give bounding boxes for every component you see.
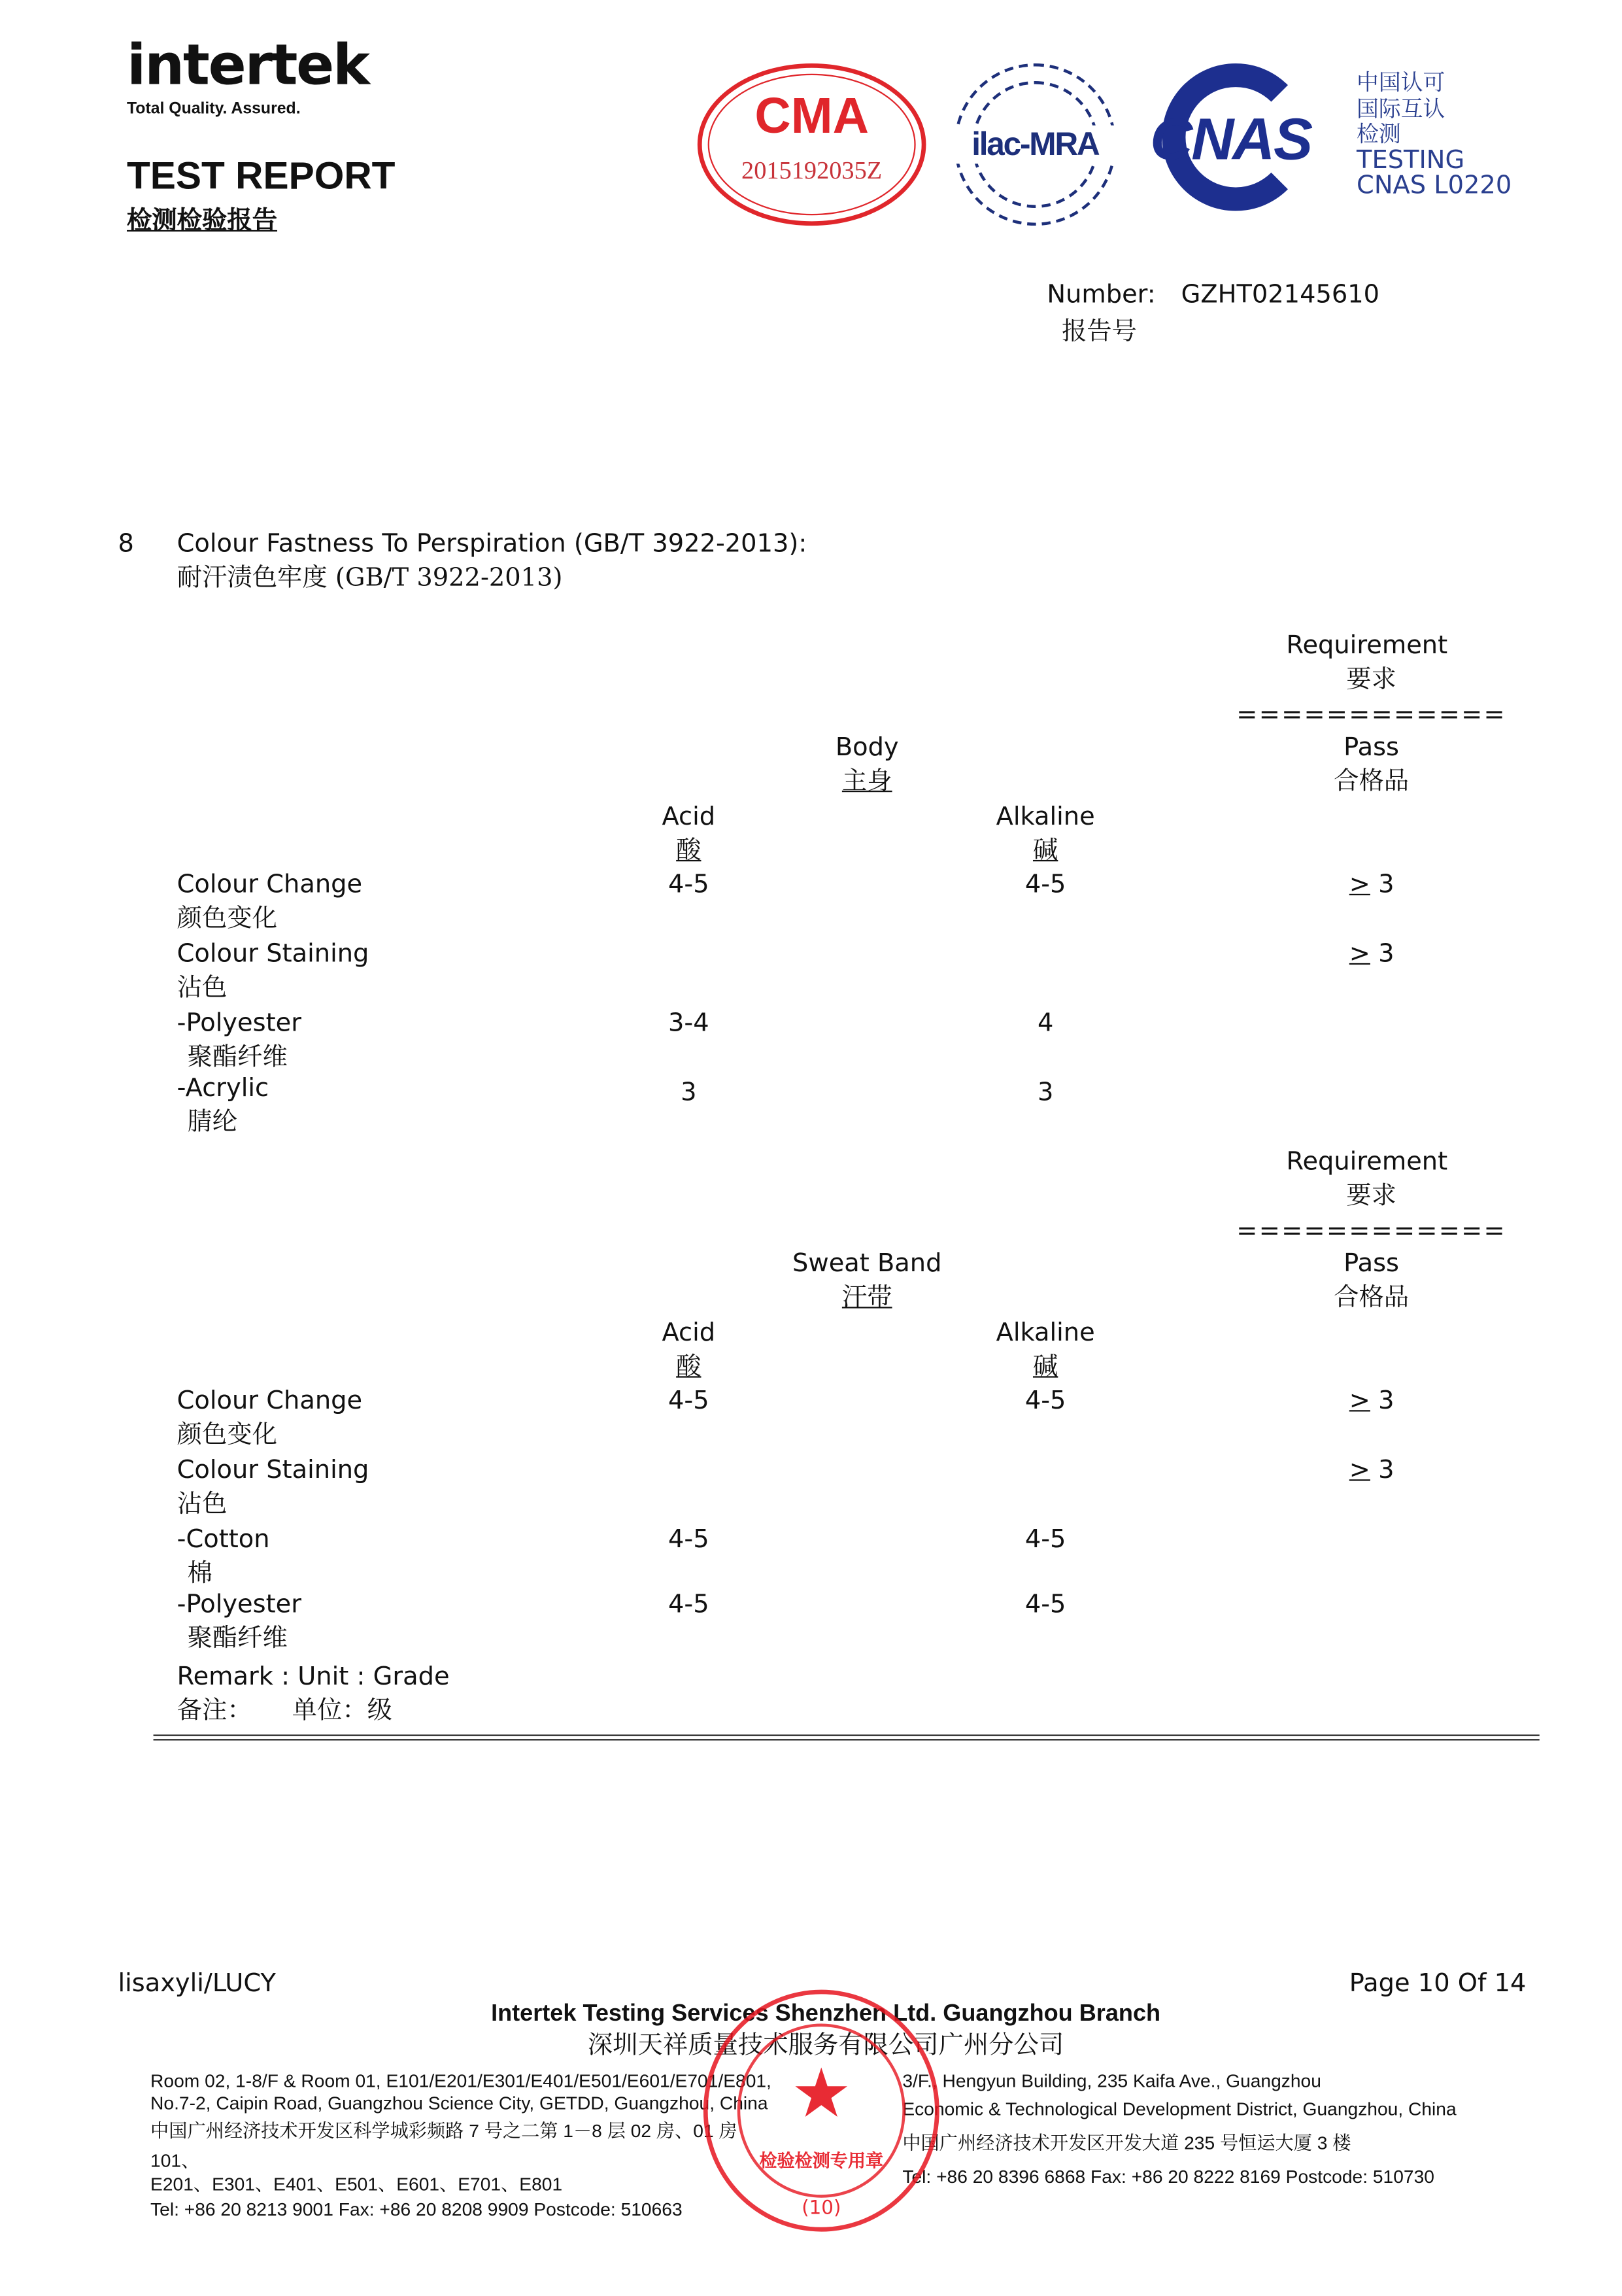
requirement-rule: ============ (1236, 700, 1506, 730)
alkaline-value: 4-5 (1024, 1386, 1066, 1416)
row-label-cn: 颜色变化 (177, 1420, 278, 1450)
row-label-cn: 棉 (187, 1559, 212, 1589)
row-label: Colour Staining (177, 939, 369, 969)
requirement-header-cn: 要求 (1346, 1181, 1396, 1211)
requirement-pass-cn: 合格品 (1334, 1283, 1410, 1313)
logo-tagline: Total Quality. Assured. (126, 100, 301, 118)
acid-value: 4-5 (667, 870, 709, 900)
alkaline-header-cn: 碱 (1032, 1352, 1058, 1382)
row-label-cn: 腈纶 (187, 1107, 238, 1137)
acid-header-cn: 酸 (676, 836, 701, 866)
page-number: Page 10 Of 14 (1349, 1969, 1527, 1999)
requirement-header: Requirement (1286, 631, 1448, 661)
author: lisaxyli/LUCY (118, 1969, 276, 1999)
part-name: Sweat Band (792, 1249, 942, 1279)
requirement-value: > 3 (1349, 939, 1394, 969)
row-label: -Acrylic (177, 1074, 269, 1104)
requirement-pass: Pass (1343, 732, 1400, 763)
ilac-mra-logo: ilac-MRA (954, 63, 1116, 226)
acid-value: 3 (681, 1078, 697, 1108)
remark-cn: 备注： 单位：级 (177, 1696, 393, 1726)
alkaline-header: Alkaline (996, 1318, 1095, 1348)
requirement-pass-cn: 合格品 (1334, 766, 1410, 797)
section-title-cn: 耐汗渍色牢度 (GB/T 3922-2013) (177, 563, 563, 593)
row-label: Colour Change (177, 1386, 363, 1416)
part-name: Body (835, 732, 899, 763)
report-title: TEST REPORT (126, 153, 396, 198)
row-label-cn: 沾色 (177, 973, 228, 1003)
logo-wordmark: intertek (126, 32, 369, 97)
alkaline-value: 4-5 (1024, 1525, 1066, 1555)
requirement-value: > 3 (1349, 1456, 1394, 1486)
number-label: Number: (1047, 280, 1156, 310)
report-number: GZHT02145610 (1181, 280, 1380, 310)
acid-header: Acid (662, 1318, 716, 1348)
alkaline-value: 3 (1037, 1078, 1054, 1108)
row-label: -Cotton (177, 1525, 270, 1555)
number-label-cn: 报告号 (1061, 317, 1137, 347)
acid-header: Acid (662, 802, 716, 832)
section-index: 8 (118, 529, 134, 559)
row-label-cn: 沾色 (177, 1490, 228, 1520)
row-label-cn: 聚酯纤维 (187, 1042, 288, 1072)
row-label: -Polyester (177, 1590, 302, 1620)
intertek-logo (127, 33, 369, 118)
requirement-header-cn: 要求 (1346, 665, 1396, 695)
alkaline-value: 4-5 (1024, 870, 1066, 900)
requirement-pass: Pass (1343, 1249, 1400, 1279)
row-label: Colour Staining (177, 1456, 369, 1486)
company-name: Intertek Testing Services Shenzhen Ltd. Guangzhou Branch (491, 2001, 1161, 2027)
cnas-side-text: 中国认可 国际互认 检测 TESTING CNAS L0220 (1357, 69, 1512, 201)
end-divider (154, 1734, 1540, 1740)
cnas-logo: CNAS (1150, 63, 1342, 218)
requirement-value: > 3 (1349, 870, 1394, 900)
cma-number: 2015192035Z (741, 156, 883, 184)
part-name-cn: 汗带 (841, 1283, 892, 1313)
alkaline-header-cn: 碱 (1032, 836, 1058, 866)
acid-value: 4-5 (667, 1525, 709, 1555)
test-report-page: intertek Total Quality. Assured. TEST REPORT 检测检验报告 CMA 2015192035Z ilac-MRA CNAS 中国认可 国际互认 检测 TESTING CNAS L0220 Number: GZHT02145610 报告号 8 Colour Fastness To Perspiration (GB/T 3922-2013): 耐汗渍色牢度 (GB/T 3922-2013) Requirement 要求 ============ Pass 合格品 Body 主身 Acid 酸 Alkaline 碱 Colour Change 颜色变化 4-5 4-5 > 3 Colour Staining 沾色 > 3 -Polyester 聚酯纤维 3-4 4 -Acrylic 腈纶 3 3 Requirement 要求 ============ Pass 合格品 Sweat Band 汗带 Acid 酸 Alkaline 碱 Colour Change 颜色变化 4-5 4-5 > 3 Colour Staining 沾色 > 3 -Cotton 棉 4-5 4-5 -Polyester 聚酯纤维 4-5 4-5 Remark : Unit : Grade 备注： 单位：级 lisaxyli/LUCY Page 10 Of 14 Intertek Testing Services Shenzhen Ltd. Guangzhou Branch 深圳天祥质量技术服务有限公司广州分公司 Room 02, 1-8/F & Room 01, E101/E201/E301/E401/E501/E601/E701/E801, No.7-2, Caipin Road, Guangzhou Science City, GETDD, Guangzhou, China 中国广州经济技术开发区科学城彩频路 7 号之二第 1－8 层 02 房、01 房 101、 E201、E301、E401、E501、E601、E701、E801 Tel: +86 20 8213 9001 Fax: +86 20 8208 9909 Postcode: 510663 3/F., Hengyun Building, 235 Kaifa Ave., Guangzhou Economic & Technological Development District, Guangzhou, China 中国广州经济技术开发区开发大道 235 号恒运大厦 3 楼 Tel: +86 20 8396 6868 Fax: +86 20 8222 8169 Postcode: 510730 ★ 检验检测专用章 (10) (0, 0, 1622, 2295)
row-label-cn: 聚酯纤维 (187, 1624, 288, 1654)
acid-value: 4-5 (667, 1386, 709, 1416)
row-label-cn: 颜色变化 (177, 904, 278, 934)
company-name-cn: 深圳天祥质量技术服务有限公司广州分公司 (587, 2030, 1064, 2061)
cma-logo: CMA 2015192035Z (698, 63, 926, 226)
row-label: -Polyester (177, 1008, 302, 1038)
requirement-value: > 3 (1349, 1386, 1394, 1416)
acid-header-cn: 酸 (676, 1352, 701, 1382)
company-seal-stamp: ★ 检验检测专用章 (10) (703, 1990, 939, 2232)
alkaline-header: Alkaline (996, 802, 1095, 832)
alkaline-value: 4 (1037, 1008, 1054, 1038)
section-title: Colour Fastness To Perspiration (GB/T 3922-2013): (177, 529, 807, 559)
requirement-header: Requirement (1286, 1147, 1448, 1177)
star-icon: ★ (790, 2053, 852, 2133)
requirement-rule: ============ (1236, 1216, 1506, 1246)
acid-value: 3-4 (667, 1008, 709, 1038)
alkaline-value: 4-5 (1024, 1590, 1066, 1620)
part-name-cn: 主身 (841, 766, 892, 797)
acid-value: 4-5 (667, 1590, 709, 1620)
remark: Remark : Unit : Grade (177, 1662, 450, 1692)
report-title-cn: 检测检验报告 (126, 206, 278, 236)
row-label: Colour Change (177, 870, 363, 900)
